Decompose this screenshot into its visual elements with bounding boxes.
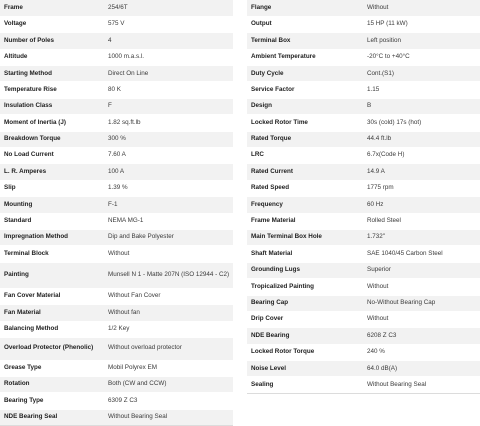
spec-value: 7.60 A [103,148,233,164]
spec-label: NDE Bearing [247,328,362,344]
spec-label: Sealing [247,377,362,393]
spec-value: Without overload protector [103,337,233,360]
spec-label: Main Terminal Box Hole [247,229,362,245]
spec-value: Direct On Line [103,66,233,82]
spec-value: Without [362,311,480,327]
spec-row [0,305,233,321]
spec-label: Tropicalized Painting [247,279,362,295]
left-spec-rows [0,0,233,426]
spec-value: Superior [362,262,480,278]
spec-label: Temperature Rise [0,82,103,98]
spec-row [0,115,233,131]
spec-label: No Load Current [0,148,103,164]
spec-value: Dip and Bake Polyester [103,229,233,245]
spec-row [0,246,233,262]
spec-row [247,213,480,229]
spec-row [247,311,480,327]
spec-label: Output [247,16,362,32]
spec-row [247,262,480,278]
spec-row [0,197,233,213]
spec-row [247,295,480,311]
spec-value: 1.82 sq.ft.lb [103,115,233,131]
spec-value: 1.732" [362,229,480,245]
spec-row [247,328,480,344]
spec-row [0,82,233,98]
spec-value: NEMA MG-1 [103,213,233,229]
spec-row [0,16,233,32]
spec-label: Insulation Class [0,98,103,114]
spec-label: Rated Current [247,164,362,180]
spec-row [0,213,233,229]
spec-value: No-Without Bearing Cap [362,295,480,311]
spec-label: Frame [0,0,103,16]
spec-value: Munsell N 1 - Matte 207N (ISO 12944 - C2) [103,262,233,288]
spec-value: 300 % [103,131,233,147]
spec-value: 1.39 % [103,180,233,196]
spec-table-left [0,0,233,426]
spec-row [247,98,480,114]
spec-row [247,377,480,393]
spec-label: Frequency [247,197,362,213]
spec-label: NDE Bearing Seal [0,409,103,425]
spec-row [0,180,233,196]
spec-value: 1.15 [362,82,480,98]
spec-value: Without [362,279,480,295]
spec-label: Rotation [0,376,103,392]
spec-value: Both (CW and CCW) [103,376,233,392]
spec-label: Overload Protector (Phenolic) [0,337,103,360]
spec-label: Painting [0,262,103,288]
spec-label: Ambient Temperature [247,49,362,65]
right-spec-table [247,0,480,394]
spec-row [0,148,233,164]
spec-value: Cont.(S1) [362,66,480,82]
spec-label: Design [247,98,362,114]
spec-row [0,393,233,409]
spec-value: Without Bearing Seal [103,409,233,425]
spec-value: Rolled Steel [362,213,480,229]
left-spec-table [0,0,233,426]
spec-row [0,337,233,360]
spec-row [0,409,233,425]
spec-value: 6.7x(Code H) [362,148,480,164]
spec-value: SAE 1040/45 Carbon Steel [362,246,480,262]
spec-value: 240 % [362,344,480,360]
spec-value: 80 K [103,82,233,98]
spec-value: F [103,98,233,114]
spec-label: Service Factor [247,82,362,98]
spec-label: Rated Speed [247,180,362,196]
spec-label: Standard [0,213,103,229]
spec-row [0,98,233,114]
spec-label: Noise Level [247,361,362,377]
spec-label: Shaft Material [247,246,362,262]
spec-label: Locked Rotor Torque [247,344,362,360]
spec-row [247,115,480,131]
spec-row [0,229,233,245]
spec-row [0,321,233,337]
spec-row [247,229,480,245]
spec-row [0,164,233,180]
spec-row [247,164,480,180]
spec-label: Flange [247,0,362,16]
spec-table-right [247,0,480,394]
spec-label: Number of Poles [0,33,103,49]
spec-value: 60 Hz [362,197,480,213]
spec-row [0,262,233,288]
spec-label: Grease Type [0,360,103,376]
spec-value: B [362,98,480,114]
spec-label: Rated Torque [247,131,362,147]
spec-value: 100 A [103,164,233,180]
spec-label: Bearing Cap [247,295,362,311]
spec-value: 1/2 Key [103,321,233,337]
spec-value: Without Bearing Seal [362,377,480,393]
spec-label: Drip Cover [247,311,362,327]
spec-value: Without fan [103,305,233,321]
spec-row [247,344,480,360]
spec-row [247,361,480,377]
spec-value: 6208 Z C3 [362,328,480,344]
spec-value: 30s (cold) 17s (hot) [362,115,480,131]
spec-value: 254/6T [103,0,233,16]
spec-value: Without Fan Cover [103,288,233,304]
spec-value: 1000 m.a.s.l. [103,49,233,65]
spec-row [0,49,233,65]
spec-label: Starting Method [0,66,103,82]
spec-row [0,288,233,304]
spec-value: Left position [362,33,480,49]
spec-value: 6309 Z C3 [103,393,233,409]
spec-value: 14.9 A [362,164,480,180]
spec-label: Voltage [0,16,103,32]
spec-row [247,279,480,295]
spec-value: 15 HP (11 kW) [362,16,480,32]
spec-label: Slip [0,180,103,196]
spec-value: Without [103,246,233,262]
spec-label: Grounding Lugs [247,262,362,278]
spec-row [0,0,233,16]
spec-label: LRC [247,148,362,164]
spec-row [0,131,233,147]
spec-value: 575 V [103,16,233,32]
spec-label: Impregnation Method [0,229,103,245]
spec-value: 4 [103,33,233,49]
spec-label: Terminal Box [247,33,362,49]
spec-label: Balancing Method [0,321,103,337]
spec-row [247,148,480,164]
spec-label: Fan Cover Material [0,288,103,304]
spec-row [0,66,233,82]
spec-label: Terminal Block [0,246,103,262]
spec-value: -20°C to +40°C [362,49,480,65]
spec-label: Breakdown Torque [0,131,103,147]
spec-row [247,16,480,32]
spec-row [247,33,480,49]
spec-value: Mobil Polyrex EM [103,360,233,376]
spec-row [247,0,480,16]
spec-label: Bearing Type [0,393,103,409]
spec-value: 44.4 ft.lb [362,131,480,147]
spec-label: Fan Material [0,305,103,321]
spec-row [0,360,233,376]
spec-row [247,66,480,82]
spec-label: Frame Material [247,213,362,229]
spec-label: Altitude [0,49,103,65]
spec-label: Mounting [0,197,103,213]
spec-row [247,131,480,147]
spec-row [247,82,480,98]
spec-value: 1775 rpm [362,180,480,196]
spec-value: Without [362,0,480,16]
spec-label: Duty Cycle [247,66,362,82]
spec-row [0,33,233,49]
spec-value: F-1 [103,197,233,213]
spec-value: 64.0 dB(A) [362,361,480,377]
spec-label: L. R. Amperes [0,164,103,180]
spec-label: Locked Rotor Time [247,115,362,131]
spec-row [247,49,480,65]
spec-row [247,180,480,196]
spec-row [247,197,480,213]
spec-row [0,376,233,392]
right-spec-rows [247,0,480,393]
spec-row [247,246,480,262]
spec-label: Moment of Inertia (J) [0,115,103,131]
